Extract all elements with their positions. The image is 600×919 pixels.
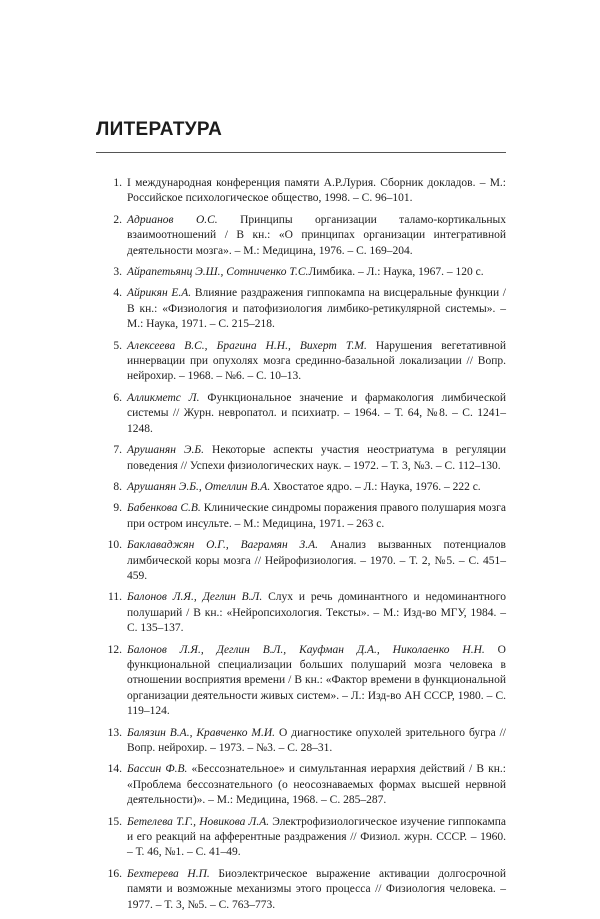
reference-item — [96, 443, 506, 474]
reference-authors: Балязин В.А., Кравченко М.И. — [127, 726, 276, 739]
reference-text — [127, 590, 506, 636]
reference-body: Нарушения вегетативной иннервации при опухолях мозга срединно-базальной локализации // Вопр. нейрохир. – 1968. – №6. – С. 10–13. — [127, 339, 507, 383]
section-heading: ЛИТЕРАТУРА — [96, 119, 223, 140]
reference-body: I международная конференция памяти А.Р.Лурия. Сборник докладов. – М.: Российское психологическое общество, 1998. – С. 96–101. — [127, 177, 506, 205]
reference-text — [127, 443, 506, 474]
reference-authors: Бехтерева Н.П. — [127, 867, 210, 880]
reference-text — [127, 265, 506, 280]
reference-text — [127, 213, 506, 259]
reference-body: Функциональное значение и фармакология лимбической системы // Журн. невропатол. и психиатр. – 1964. – Т. 64, №8. – С. 1241–1248. — [127, 391, 506, 435]
reference-body: Электрофизиологическое изучение гиппокампа и его реакций на афферентные раздражения // Физиол. журн. СССР. – 1960. – Т. 46, №1. – С. 41–49. — [127, 815, 506, 859]
reference-item — [96, 643, 506, 720]
reference-number: 4. — [113, 287, 122, 300]
reference-authors: Адрианов О.С. — [127, 213, 218, 226]
reference-authors: Айрикян Е.А. — [127, 287, 192, 300]
reference-item — [96, 762, 506, 808]
reference-authors: Алексеева В.С., Брагина Н.Н., Вихерт Т.М. — [127, 339, 367, 352]
reference-body: Некоторые аспекты участия неостриатума в регуляции поведения // Успехи физиологических наук. – 1972. – Т. 3, №3. – С. 112–130. — [127, 444, 506, 472]
reference-authors: Алликметс Л. — [127, 391, 200, 404]
reference-item — [96, 176, 506, 207]
reference-number: 15. — [107, 815, 122, 828]
reference-number: 13. — [107, 726, 122, 739]
reference-item — [96, 867, 506, 913]
reference-item — [96, 480, 506, 495]
reference-list — [96, 176, 506, 919]
reference-number: 11. — [108, 591, 122, 604]
reference-number: 6. — [113, 391, 122, 404]
reference-body: О функциональной специализации больших полушарий мозга человека в отношении восприятия времени / В кн.: «Фактор времени в функциональной организации деятельности живых систем». – Л.: Изд-во АН СССР, 1980. – С. 119–124. — [127, 643, 506, 718]
reference-text — [127, 538, 506, 584]
reference-item — [96, 501, 506, 532]
reference-body: «Бессознательное» и симультанная иерархия действий / В кн.: «Проблема бессознательного (о неосознаваемых формах высшей нервной деятельности)». – М.: Медицина, 1968. – С. 285–287. — [127, 763, 506, 807]
heading-rule — [96, 152, 506, 153]
reference-body: Биоэлектрическое выражение активации долгосрочной памяти и возможные механизмы этого процесса // Физиология человека. – 1977. – Т. 3, №5. – С. 763–773. — [127, 867, 506, 911]
reference-authors: Бабенкова С.В. — [127, 502, 201, 515]
reference-body: Хвостатое ядро. – Л.: Наука, 1976. – 222 с. — [270, 480, 481, 493]
reference-authors: Балонов Л.Я., Деглин В.Л. — [127, 591, 263, 604]
reference-number: 2. — [113, 213, 122, 226]
reference-authors: Бассин Ф.В. — [127, 763, 188, 776]
reference-item — [96, 538, 506, 584]
reference-authors: Арушанян Э.Б. — [127, 444, 204, 457]
reference-item — [96, 265, 506, 280]
reference-authors: Бетелева Т.Г., Новикова Л.А. — [127, 815, 270, 828]
reference-body: Слух и речь доминантного и недоминантного полушарий / В кн.: «Нейропсихология. Тексты». – М.: Изд-во МГУ, 1984. – С. 135–137. — [127, 591, 506, 635]
reference-number: 12. — [107, 643, 122, 656]
reference-number: 1. — [113, 177, 122, 189]
reference-number: 16. — [107, 867, 122, 880]
reference-authors: Баклаваджян О.Г., Ваграмян З.А. — [127, 539, 319, 552]
reference-body: Клинические синдромы поражения правого полушария мозга при остром инсульте. – М.: Медицина, 1971. – 263 с. — [127, 502, 506, 530]
reference-number: 5. — [113, 339, 122, 352]
reference-text — [127, 815, 506, 861]
reference-text — [127, 867, 506, 913]
reference-number: 8. — [113, 480, 122, 493]
reference-item — [96, 590, 506, 636]
reference-authors: Айрапетьянц Э.Ш., Сотниченко Т.С. — [127, 266, 309, 279]
reference-number: 3. — [113, 266, 122, 279]
reference-body: О диагностике опухолей зрительного бугра // Вопр. нейрохир. – 1973. – №3. – С. 28–31. — [127, 726, 506, 754]
reference-text — [127, 391, 506, 437]
reference-text — [127, 501, 506, 532]
reference-text — [127, 286, 506, 332]
reference-number: 9. — [113, 502, 122, 515]
reference-number: 10. — [107, 539, 122, 552]
reference-authors: Арушанян Э.Б., Отеллин В.А. — [127, 480, 271, 493]
reference-authors: Балонов Л.Я., Деглин В.Л., Кауфман Д.А., Николаенко Н.Н. — [127, 643, 485, 656]
reference-text — [127, 643, 506, 720]
reference-body: Принципы организации таламо-кортикальных взаимоотношений / В кн.: «О принципах организации интегративной деятельности мозга». – М.: Медицина, 1976. – С. 169–204. — [127, 213, 506, 257]
reference-text — [127, 176, 506, 207]
reference-number: 7. — [113, 444, 122, 457]
reference-item — [96, 391, 506, 437]
reference-body: Анализ вызванных потенциалов лимбической коры мозга // Нейрофизиология. – 1970. – Т. 2, №5. – С. 451–459. — [127, 539, 506, 582]
reference-text — [127, 726, 506, 757]
reference-body: Влияние раздражения гиппокампа на висцеральные функции / В кн.: «Физиология и патофизиология лимбико-ретикулярной системы». – М.: Наука, 1971. – С. 215–218. — [127, 287, 506, 331]
reference-number: 14. — [107, 763, 122, 776]
reference-body: Лимбика. – Л.: Наука, 1967. – 120 с. — [308, 266, 484, 279]
reference-text — [127, 480, 506, 495]
reference-item — [96, 815, 506, 861]
reference-text — [127, 762, 506, 808]
reference-item — [96, 213, 506, 259]
reference-item — [96, 286, 506, 332]
reference-text — [127, 339, 506, 385]
reference-item — [96, 726, 506, 757]
reference-item — [96, 339, 506, 385]
